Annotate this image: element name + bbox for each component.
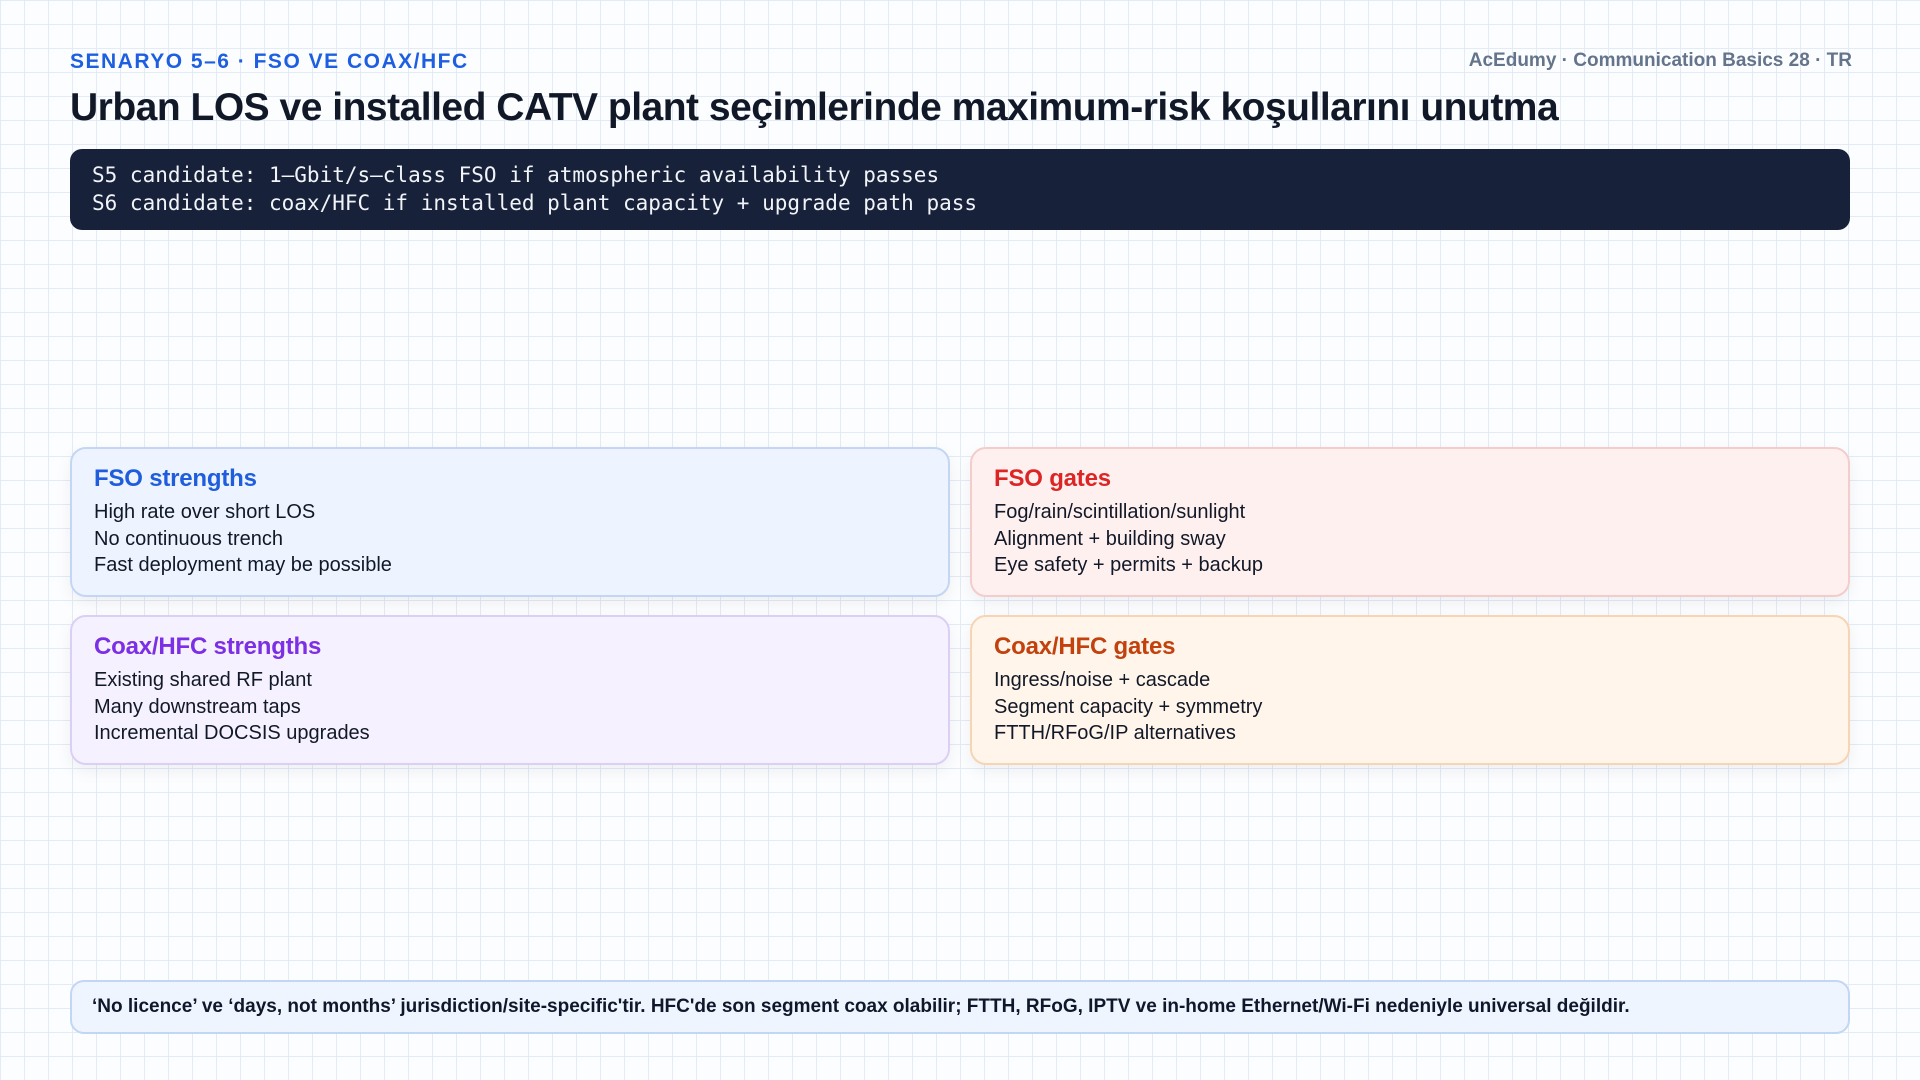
list-item: Ingress/noise + cascade	[994, 669, 1211, 691]
page-title: Urban LOS ve installed CATV plant seçimlerinde maximum-risk koşullarını unutma	[70, 86, 1559, 129]
list-item: Incremental DOCSIS upgrades	[94, 722, 370, 744]
list-item: Alignment + building sway	[994, 527, 1226, 550]
card-title: Coax/HFC gates	[994, 633, 1176, 660]
coax-hfc-gates-card	[970, 615, 1850, 765]
card-title: FSO strengths	[94, 465, 257, 492]
list-item: Fast deployment may be possible	[94, 554, 392, 576]
coax-hfc-strengths-card	[70, 615, 950, 765]
footer-note	[70, 980, 1850, 1034]
list-item: Segment capacity + symmetry	[994, 695, 1263, 718]
code-line-s6: S6 candidate: coax/HFC if installed plant capacity + upgrade path pass	[92, 191, 978, 215]
card-title: Coax/HFC strengths	[94, 633, 322, 660]
fso-strengths-card	[70, 447, 950, 597]
list-item: Fog/rain/scintillation/sunlight	[994, 501, 1246, 523]
list-item: No continuous trench	[94, 527, 284, 550]
section-kicker: SENARYO 5–6 · FSO VE COAX/HFC	[70, 50, 469, 73]
fso-gates-card	[970, 447, 1850, 597]
list-item: FTTH/RFoG/IP alternatives	[994, 722, 1236, 744]
list-item: Eye safety + permits + backup	[994, 554, 1264, 576]
list-item: Existing shared RF plant	[94, 669, 312, 691]
candidate-code-block	[70, 149, 1850, 230]
list-item: High rate over short LOS	[94, 501, 316, 523]
footer-note-text: ‘No licence’ ve ‘days, not months’ jurisdiction/site-specific'tir. HFC'de son segment coax olabilir; FTTH, RFoG, IPTV ve in-home Ethernet/Wi-Fi nedeniyle universal değildir.	[92, 996, 1630, 1017]
card-title: FSO gates	[994, 465, 1111, 492]
list-item: Many downstream taps	[94, 695, 301, 718]
brand-label: AcEdumy · Communication Basics 28 · TR	[1468, 50, 1852, 71]
code-line-s5: S5 candidate: 1–Gbit/s–class FSO if atmospheric availability passes	[92, 163, 940, 187]
